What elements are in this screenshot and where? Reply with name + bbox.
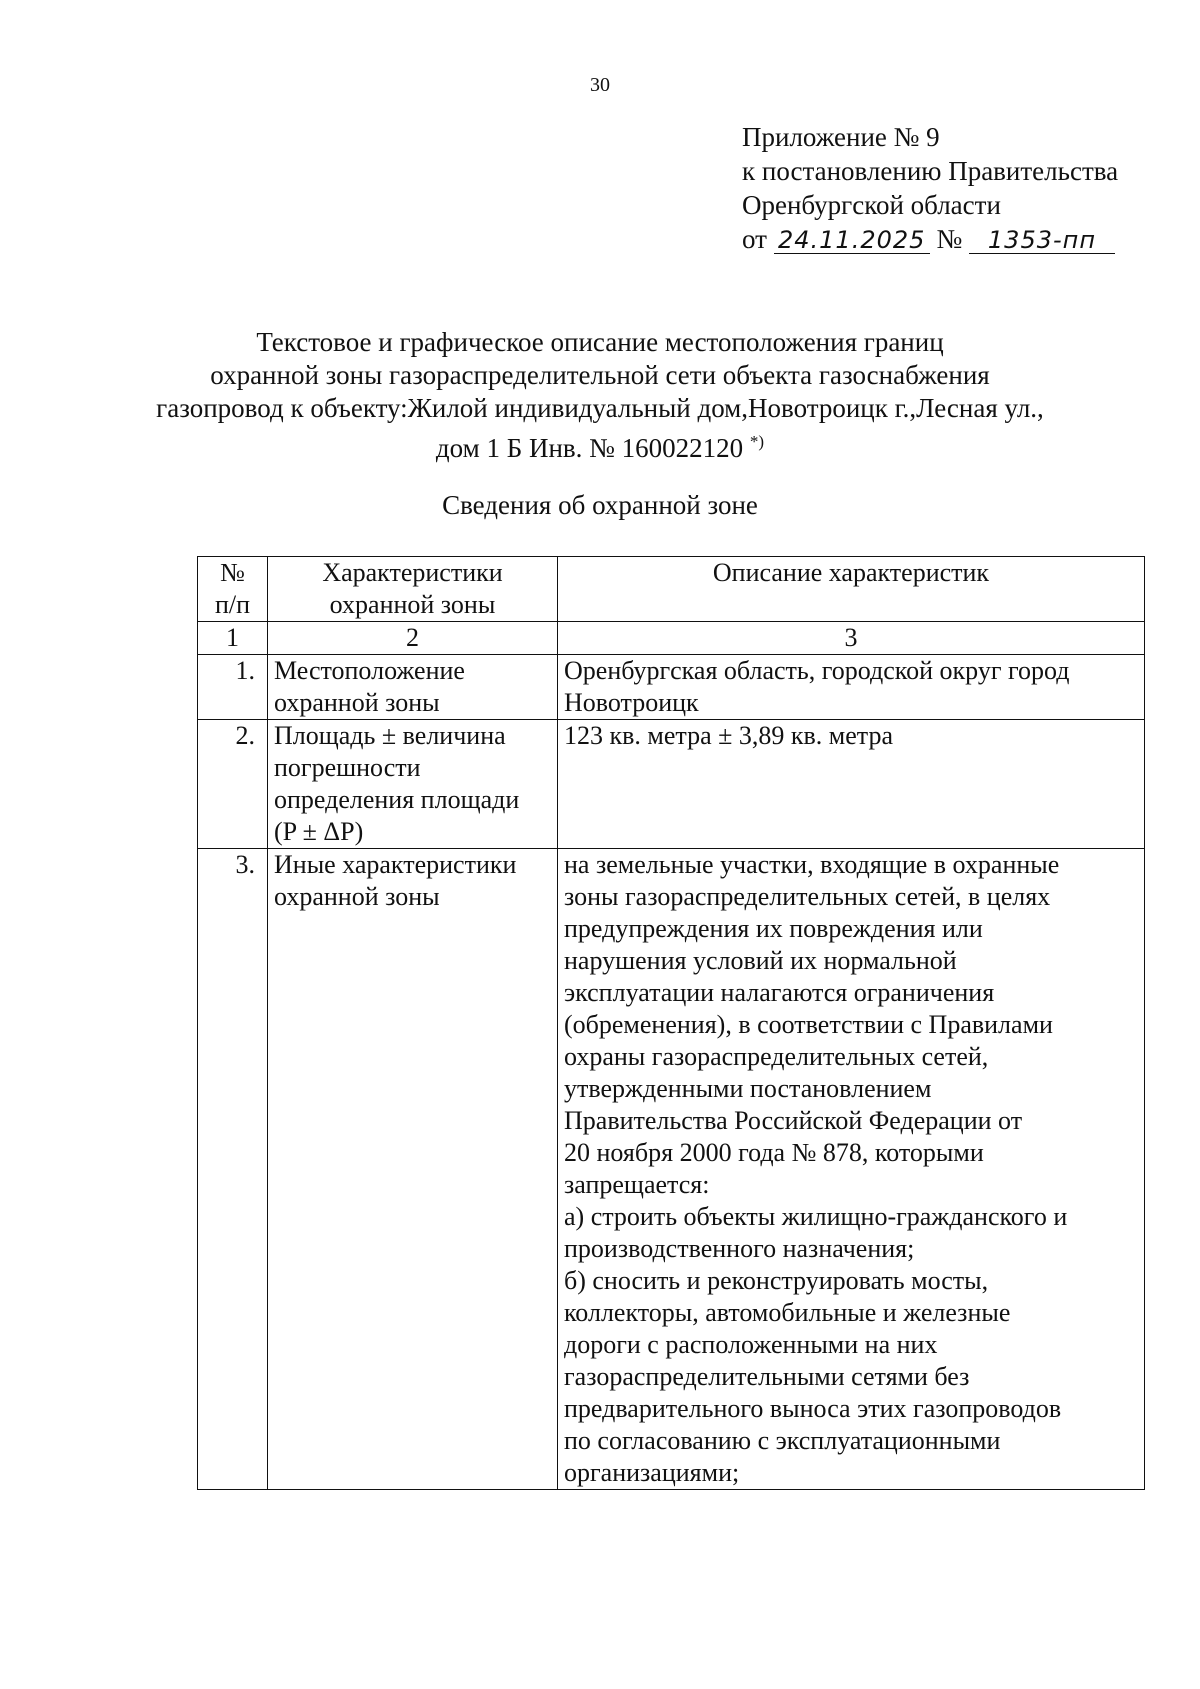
page-number: 30 [590,74,610,96]
handwritten-date: 24.11.2025 [774,227,930,254]
row-description: Оренбургская область, городской округ город Новотроицк [558,655,1145,720]
row-characteristic: Местоположение охранной зоны [268,655,558,720]
row-description: 123 кв. метра ± 3,89 кв. метра [558,720,1145,849]
header-characteristic: Характеристики охранной зоны [268,557,558,622]
title-line2: охранной зоны газораспределительной сети объекта газоснабжения [210,360,990,390]
title-line1: Текстовое и графическое описание местоположения границ [256,327,944,357]
appendix-line1: Приложение № 9 [742,122,940,152]
table-index-row [198,622,1145,655]
title-line3: газопровод к объекту:Жилой индивидуальный дом,Новотроицк г.,Лесная ул., [156,393,1044,423]
zone-info-table [197,556,1145,1490]
row-num: 2. [198,720,268,849]
table-row [198,849,1145,1490]
table-row [198,720,1145,849]
number-label: № [936,224,963,254]
header-description: Описание характеристик [558,557,1145,622]
from-label: от [742,224,767,254]
title-line4-wrap [0,425,1200,465]
appendix-block [742,120,1118,256]
index-cell: 1 [198,622,268,655]
row-characteristic: Площадь ± величина погрешности определения площади (P ± ΔP) [268,720,558,849]
table-row [198,655,1145,720]
title-line4: дом 1 Б Инв. № 160022120 [435,433,744,463]
row-description: на земельные участки, входящие в охранные зоны газораспределительных сетей, в целях предупреждения их повреждения или нарушения условий их нормальной эксплуатации налагаются ограничения (обременения), в соответствии с Правилами охраны газораспределительных сетей, утвержденными постановлением Правительства Российской Федерации от 20 ноября 2000 года № 878, которыми запрещается: а) строить объекты жилищно-гражданского и производственного назначения; б) сносить и реконструировать мосты, коллекторы, автомобильные и железные дороги с расположенными на них газораспределительными сетями без предварительного выноса этих газопроводов по согласованию с эксплуатационными организациями; [558,849,1145,1490]
section-subtitle: Сведения об охранной зоне [442,490,758,520]
index-cell: 3 [558,622,1145,655]
appendix-line3: Оренбургской области [742,190,1001,220]
footnote-mark: *) [749,432,765,451]
row-num: 1. [198,655,268,720]
row-characteristic: Иные характеристики охранной зоны [268,849,558,1490]
table-header-row [198,557,1145,622]
handwritten-number: 1353-пп [969,227,1115,254]
document-title [0,326,1200,465]
appendix-line2: к постановлению Правительства [742,156,1119,186]
header-num: № п/п [198,557,268,622]
index-cell: 2 [268,622,558,655]
row-num: 3. [198,849,268,1490]
appendix-date-line [742,222,1118,256]
